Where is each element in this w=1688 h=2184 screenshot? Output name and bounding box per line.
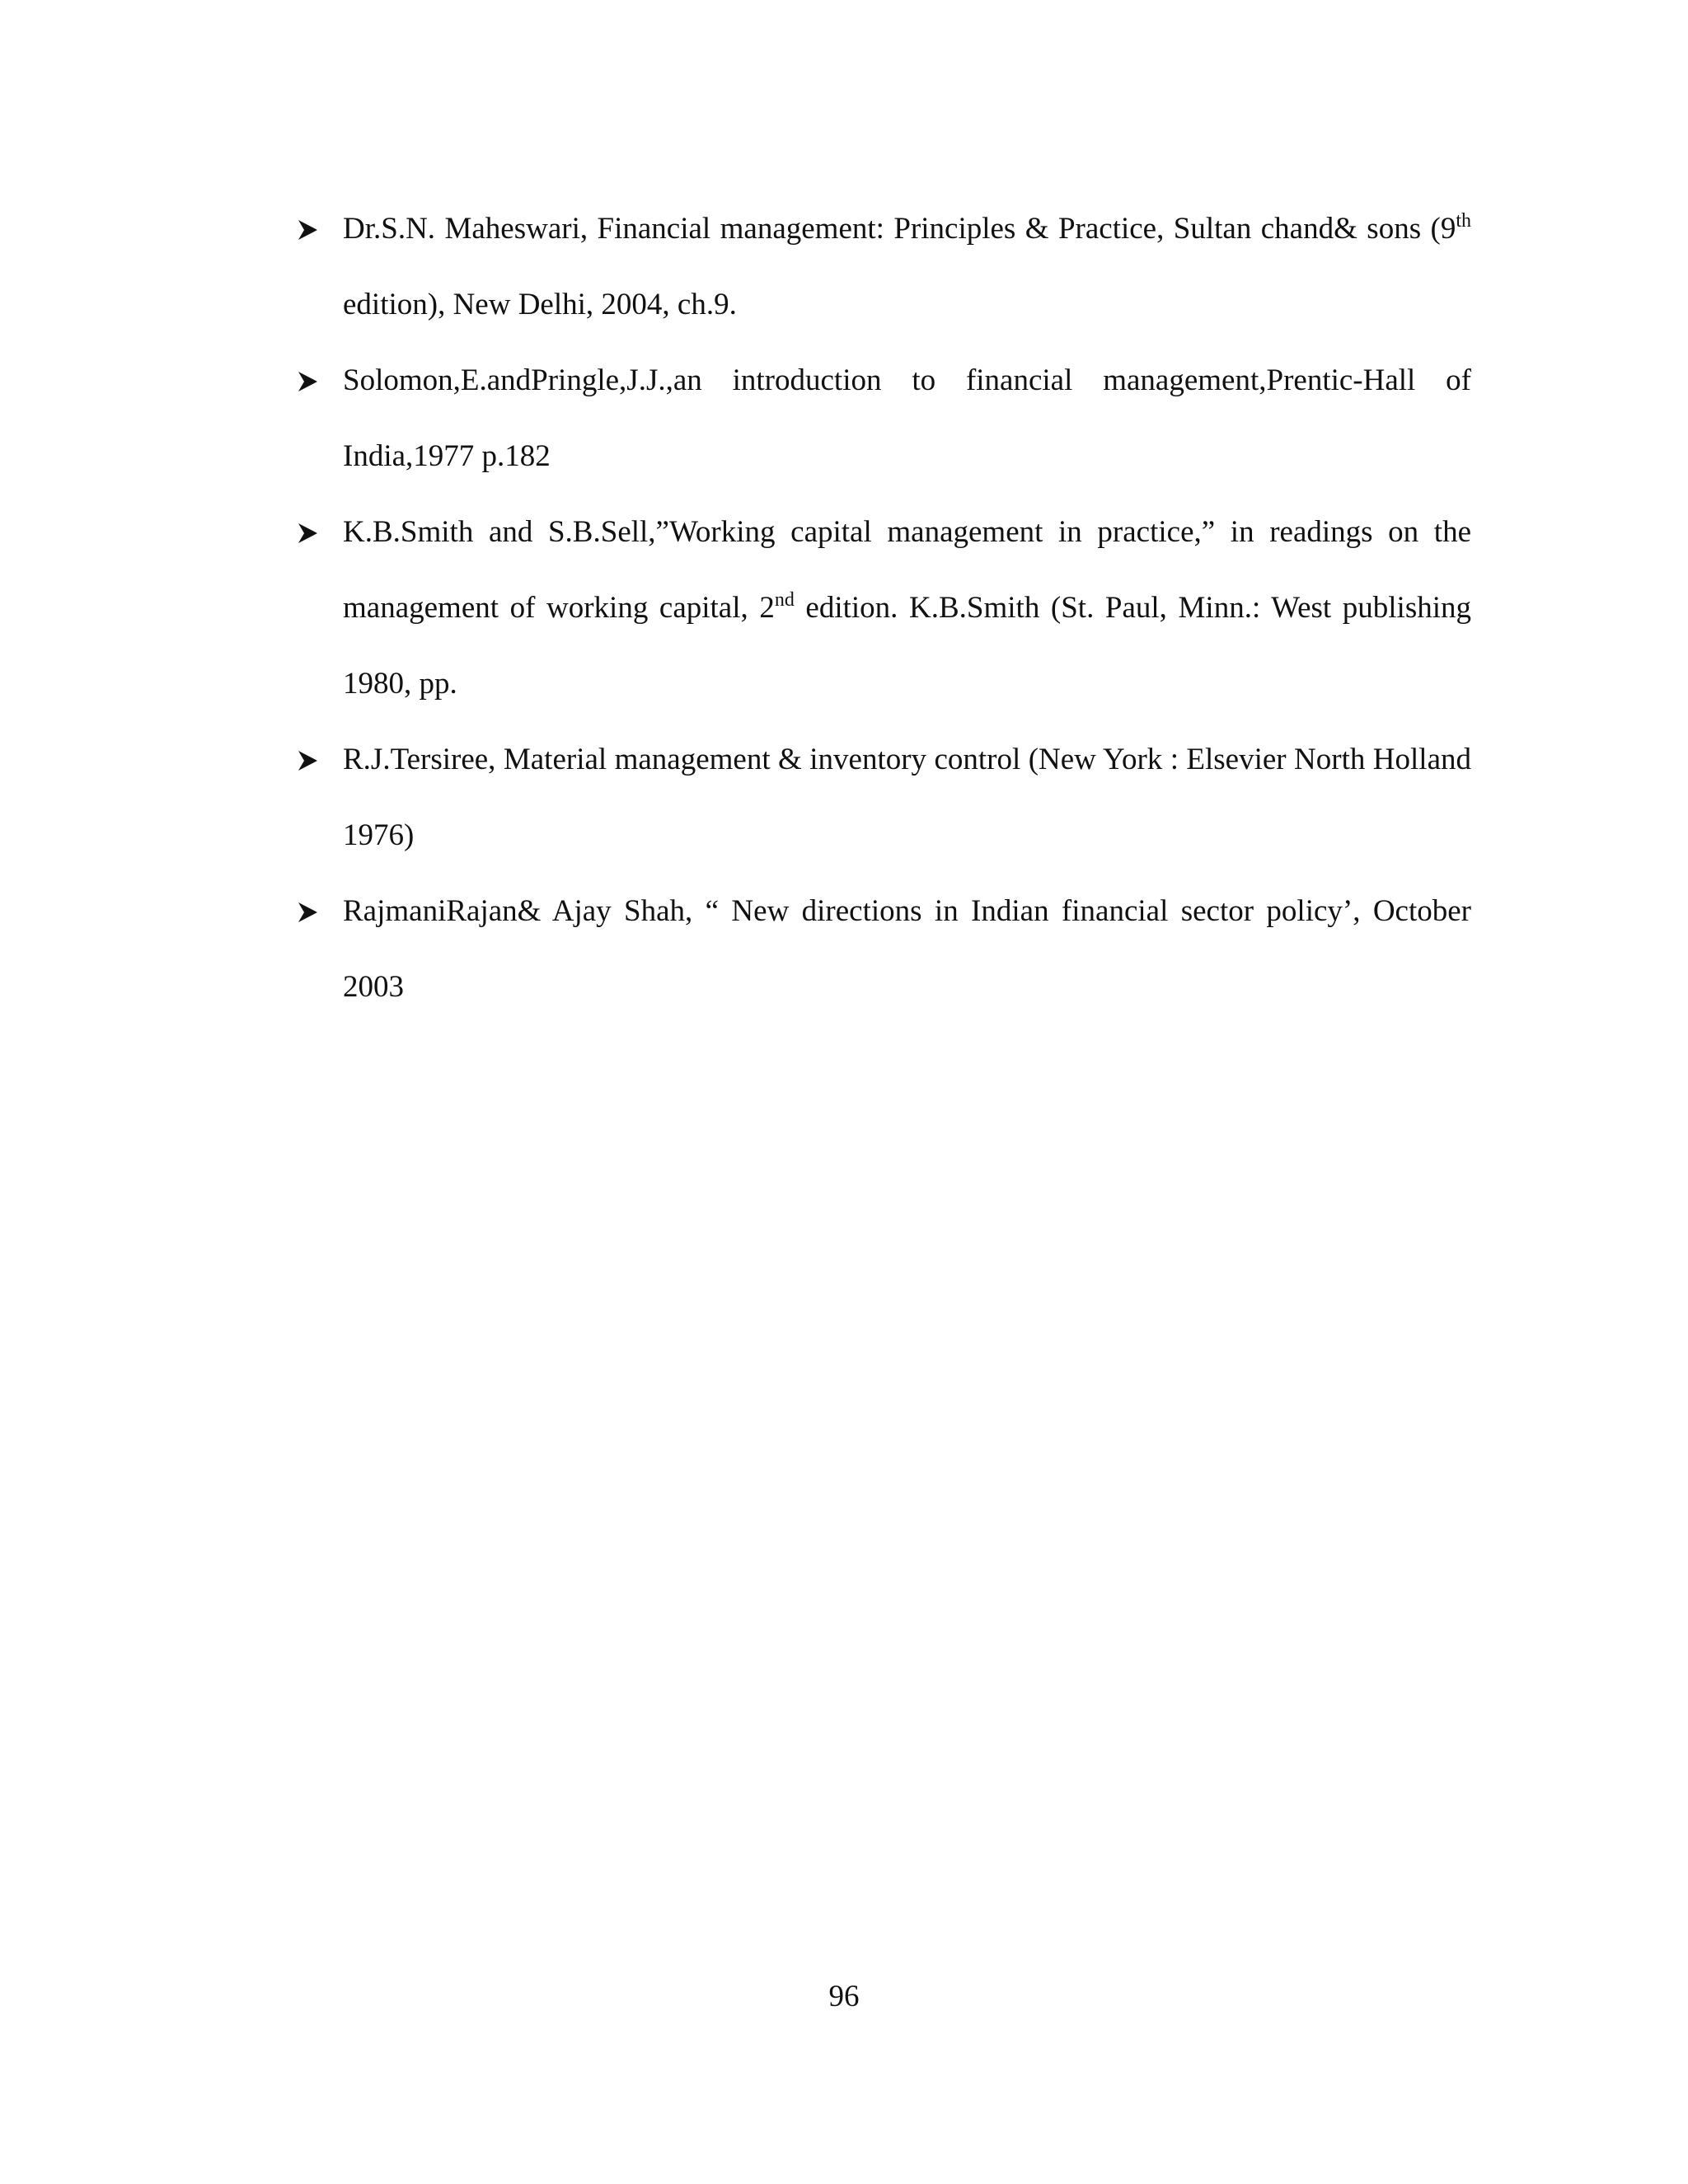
reference-text-continued: edition. K.B.Smith (St. Paul, Minn.: West publishing 1980, pp. [343, 591, 1472, 701]
reference-superscript: th [1456, 210, 1471, 232]
reference-item [297, 191, 1471, 343]
reference-text-continued: edition), New Delhi, 2004, ch.9. [343, 288, 737, 321]
reference-text: Dr.S.N. Maheswari, Financial management: Principles & Practice, Sultan chand& sons (9 [343, 212, 1456, 246]
page-number: 96 [828, 1980, 860, 2013]
arrowhead-bullet-icon [297, 874, 330, 949]
reference-text: RajmaniRajan& Ajay Shah, “ New directions in Indian financial sector policy’, October 2003 [343, 894, 1471, 1004]
reference-item [297, 722, 1471, 874]
arrowhead-bullet-icon [297, 494, 330, 570]
arrowhead-bullet-icon [297, 343, 330, 419]
reference-list [297, 191, 1471, 1025]
reference-superscript: nd [774, 589, 795, 611]
reference-text: R.J.Tersiree, Material management & inventory control (New York : Elsevier North Holland 1976) [343, 743, 1471, 852]
reference-text: K.B.Smith and S.B.Sell,”Working capital management in practice,” in readings on the management of working capital, 2 [343, 515, 1471, 625]
reference-item [297, 874, 1471, 1025]
reference-text: Solomon,E.andPringle,J.J.,an introduction to financial management,Prentic-Hall of India,1977 p.182 [343, 363, 1471, 473]
reference-item [297, 343, 1471, 494]
arrowhead-bullet-icon [297, 722, 330, 798]
arrowhead-bullet-icon [297, 191, 330, 267]
reference-item [297, 494, 1471, 722]
